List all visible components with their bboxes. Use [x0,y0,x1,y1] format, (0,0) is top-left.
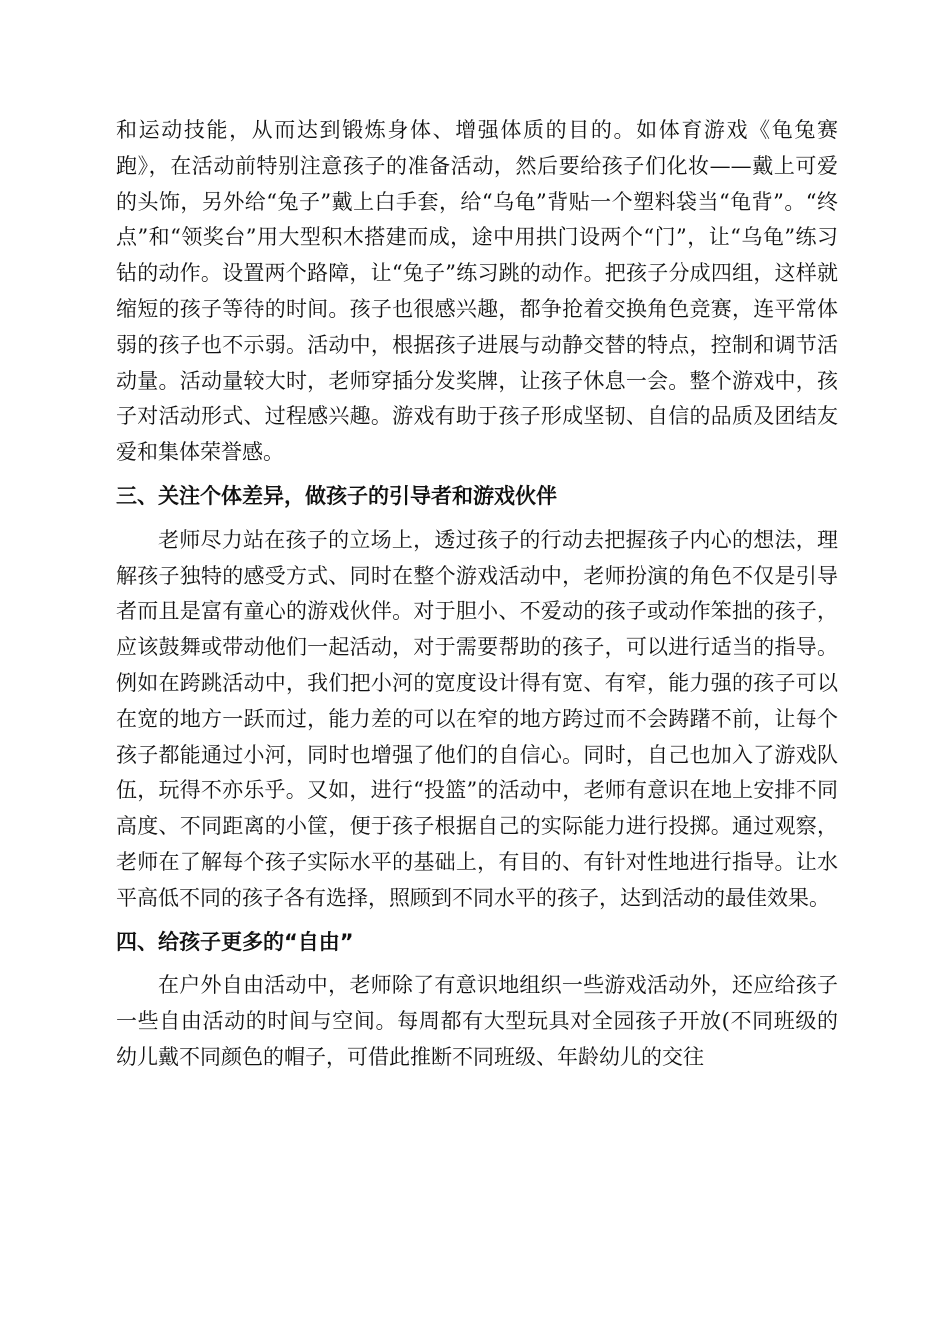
paragraph-individual-differences: 老师尽力站在孩子的立场上，透过孩子的行动去把握孩子内心的想法，理解孩子独特的感受方式、同时在整个游戏活动中，老师扮演的角色不仅是引导者而且是富有童心的游戏伙伴。对于胆小、不爱动的孩子或动作笨拙的孩子，应该鼓舞或带动他们一起活动，对于需要帮助的孩子，可以进行适当的指导。例如在跨跳活动中，我们把小河的宽度设计得有宽、有窄，能力强的孩子可以在宽的地方一跃而过，能力差的可以在窄的地方跨过而不会踌躇不前，让每个孩子都能通过小河，同时也增强了他们的自信心。同时，自己也加入了游戏队伍，玩得不亦乐乎。又如，进行“投篮”的活动中，老师有意识在地上安排不同高度、不同距离的小筐，便于孩子根据自己的实际能力进行投掷。通过观察，老师在了解每个孩子实际水平的基础上，有目的、有针对性地进行指导。让水平高低不同的孩子各有选择，照顾到不同水平的孩子，达到活动的最佳效果。 [116,527,838,910]
section-heading-3: 三、关注个体差异，做孩子的引导者和游戏伙伴 [116,483,557,508]
document-body [116,113,838,1076]
paragraph-free-activity: 在户外自由活动中，老师除了有意识地组织一些游戏活动外，还应给孩子一些自由活动的时间与空间。每周都有大型玩具对全园孩子开放(不同班级的幼儿戴不同颜色的帽子，可借此推断不同班级、年龄幼儿的交往 [116,973,838,1069]
section-heading-4: 四、给孩子更多的“自由” [116,929,354,954]
paragraph-game-example: 和运动技能，从而达到锻炼身体、增强体质的目的。如体育游戏《龟兔赛跑》，在活动前特别注意孩子的准备活动，然后要给孩子们化妆——戴上可爱的头饰，另外给“兔子”戴上白手套，给“乌龟”背贴一个塑料袋当“龟背”。“终点”和“领奖台”用大型积木搭建而成，途中用拱门设两个“门”，让“乌龟”练习钻的动作。设置两个路障，让“兔子”练习跳的动作。把孩子分成四组，这样就缩短的孩子等待的时间。孩子也很感兴趣，都争抢着交换角色竞赛，连平常体弱的孩子也不示弱。活动中，根据孩子进展与动静交替的特点，控制和调节活动量。活动量较大时，老师穿插分发奖牌，让孩子休息一会。整个游戏中，孩子对活动形式、过程感兴趣。游戏有助于孩子形成坚韧、自信的品质及团结友爱和集体荣誉感。 [116,118,838,465]
